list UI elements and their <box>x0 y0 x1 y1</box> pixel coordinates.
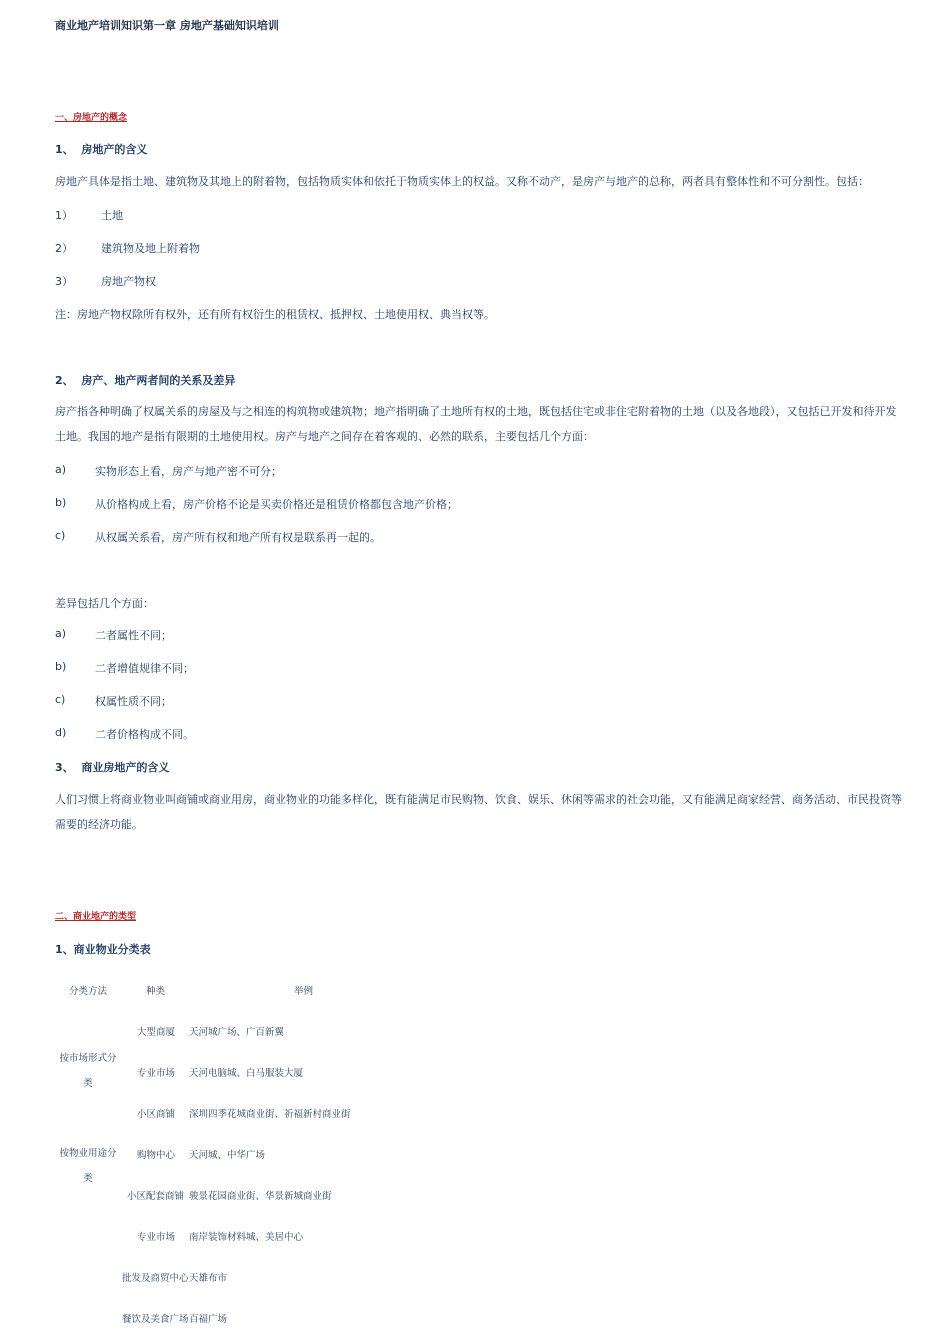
table-cell-example: 天河城、中华广场 <box>189 1150 266 1161</box>
table-cell-example: 百福广场 <box>189 1314 228 1325</box>
heading-text: 商业房地产的含义 <box>81 761 170 774</box>
heading-text: 房地产的含义 <box>81 143 148 156</box>
list-item: 二者价格构成不同。 <box>95 728 194 741</box>
heading-text: 房产、地产两者间的关系及差异 <box>81 374 236 387</box>
heading-number: 1、 <box>55 143 74 156</box>
list-number: a) <box>55 463 67 476</box>
table-heading: 1、商业物业分类表 <box>55 943 151 956</box>
list-item: 权属性质不同； <box>95 695 172 708</box>
table-cell-type: 专业市场 <box>137 1068 176 1079</box>
heading-meaning <box>55 141 147 157</box>
list-item: 二者增值规律不同； <box>95 662 194 675</box>
list-item: 实物形态上看，房产与地产密不可分； <box>95 465 282 478</box>
heading-relationship <box>55 372 235 388</box>
table-header-example: 举例 <box>294 986 314 997</box>
table-cell-example: 深圳四季花城商业街、祈福新村商业街 <box>189 1109 351 1120</box>
table-cell-example: 天河城广场、广百新翼 <box>189 1027 285 1038</box>
heading-commercial-meaning <box>55 759 169 775</box>
table-header-method: 分类方法 <box>69 986 108 997</box>
list-number: d) <box>55 726 67 739</box>
list-number: 3） <box>55 275 73 288</box>
list-item: 从权属关系看，房产所有权和地产所有权是联系再一起的。 <box>95 531 381 544</box>
section-title-concept: 一、房地产的概念 <box>55 113 128 123</box>
list-item: 房地产物权 <box>101 275 156 288</box>
table-cell-type: 小区商铺 <box>137 1109 176 1120</box>
table-cell-type: 小区配套商铺 <box>127 1191 185 1202</box>
differences-intro: 差异包括几个方面： <box>55 597 154 610</box>
table-cell-type: 专业市场 <box>137 1232 176 1243</box>
table-cell-type: 购物中心 <box>137 1150 176 1161</box>
list-item: 建筑物及地上附着物 <box>101 242 200 255</box>
table-group-usage: 按物业用途分类 <box>59 1148 117 1184</box>
table-cell-example: 天雄布市 <box>189 1273 228 1284</box>
list-number: b) <box>55 496 67 509</box>
table-cell-example: 天河电脑城、白马服装大厦 <box>189 1068 304 1079</box>
table-cell-example: 南岸装饰材料城、美居中心 <box>189 1232 304 1243</box>
paragraph-commercial-meaning: 人们习惯上将商业物业叫商铺或商业用房，商业物业的功能多样化，既有能满足市民购物、饮食、娱乐、休闲等需求的社会功能，又有能满足商家经营、商务活动、市民投资等需要的经济功能。 <box>55 793 902 831</box>
list-number: c) <box>55 693 66 706</box>
document-title: 商业地产培训知识第一章 房地产基础知识培训 <box>55 19 279 32</box>
heading-number: 2、 <box>55 374 74 387</box>
list-item: 从价格构成上看，房产价格不论是买卖价格还是租赁价格都包含地产价格； <box>95 498 458 511</box>
table-group-market-form: 按市场形式分类 <box>59 1053 117 1089</box>
heading-number: 3、 <box>55 761 74 774</box>
table-cell-type: 批发及商贸中心 <box>122 1273 189 1284</box>
list-number: 1） <box>55 209 73 222</box>
list-number: a) <box>55 627 67 640</box>
section-title-types: 二、商业地产的类型 <box>55 912 137 922</box>
list-number: c) <box>55 529 66 542</box>
list-item: 二者属性不同； <box>95 629 172 642</box>
note-text: 注：房地产物权除所有权外，还有所有权衍生的租赁权、抵押权、土地使用权、典当权等。 <box>55 308 495 321</box>
table-cell-type: 餐饮及美食广场 <box>122 1314 189 1325</box>
list-item: 土地 <box>101 209 123 222</box>
table-header-type: 种类 <box>146 986 166 997</box>
paragraph-relationship: 房产指各种明确了权属关系的房屋及与之相连的构筑物或建筑物；地产指明确了土地所有权的土地，既包括住宅或非住宅附着物的土地（以及各地段），又包括已开发和待开发土地。我国的地产是指有限期的土地使用权。房产与地产之间存在着客观的、必然的联系，主要包括几个方面： <box>55 405 897 443</box>
table-cell-type: 大型商厦 <box>137 1027 176 1038</box>
table-cell-example: 骏景花园商业街、华景新城商业街 <box>189 1191 332 1202</box>
list-number: 2） <box>55 242 73 255</box>
list-number: b) <box>55 660 67 673</box>
paragraph-meaning: 房地产具体是指土地、建筑物及其地上的附着物，包括物质实体和依托于物质实体上的权益。又称不动产，是房产与地产的总称，两者具有整体性和不可分割性。包括： <box>55 175 869 188</box>
